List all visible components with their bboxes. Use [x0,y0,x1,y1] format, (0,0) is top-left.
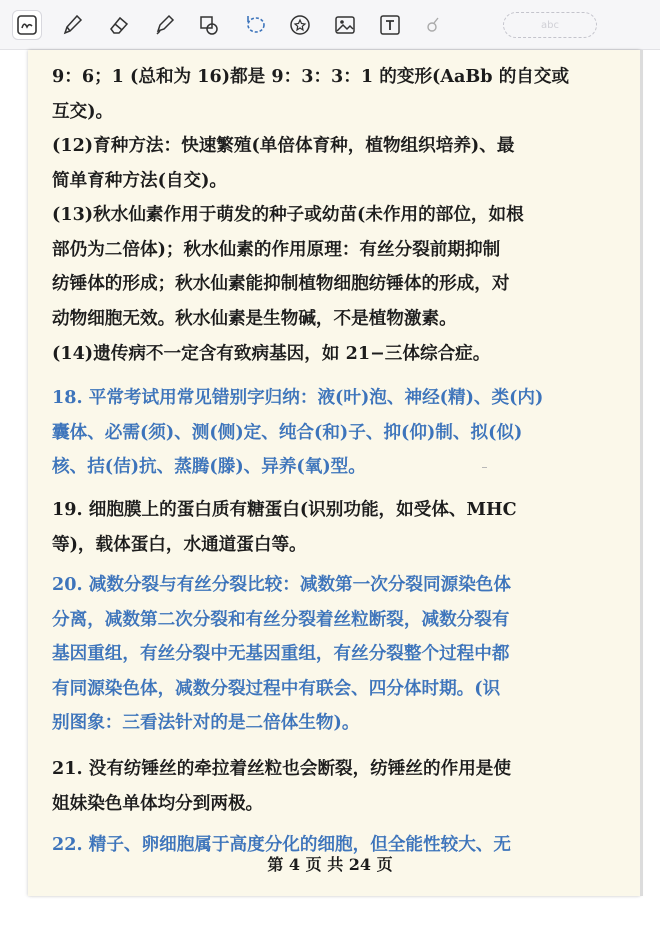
laser-pointer-tool-button[interactable] [418,10,448,40]
annotation-toolbar [0,0,660,50]
paragraph-spindle-fibers [52,752,612,821]
text-line: 18. 平常考试用常见错别字归纳：液(叶)泡、神经(精)、类(内) [52,387,544,408]
paragraph-breeding-methods [52,129,612,198]
text-line: 22. 精子、卵细胞属于高度分化的细胞，但全能性较大、无 [52,834,511,855]
text-line: 简单育种方法(自交)。 [52,169,227,191]
handwriting-input-field[interactable]: abc [503,12,597,38]
text-line: (13)秋水仙素作用于萌发的种子或幼苗(未作用的部位，如根 [52,204,524,225]
text-line: 互交)。 [52,100,114,122]
paragraph-typo-summary [52,381,612,485]
page-speck [482,467,487,468]
pen-icon [60,13,84,37]
image-icon [333,13,357,37]
text-box-icon [378,13,402,37]
text-line: (14)遗传病不一定含有致病基因，如 21−三体综合症。 [52,343,491,364]
lasso-select-tool-button[interactable] [240,10,270,40]
text-line: 基因重组，有丝分裂中无基因重组，有丝分裂整个过程中都 [52,643,510,665]
text-line: 纺锤体的形成；秋水仙素能抑制植物细胞纺锤体的形成，对 [52,273,510,295]
text-line: 9：6；1 (总和为 16)都是 9：3：3：1 的变形(AaBb 的自交或 [52,66,570,87]
laser-pointer-icon [421,13,445,37]
lasso-icon [243,13,267,37]
highlighter-tool-button[interactable] [149,10,179,40]
text-line: 别图象：三看法针对的是二倍体生物)。 [52,712,360,734]
eraser-icon [107,13,131,37]
eraser-tool-button[interactable] [104,10,134,40]
sticker-tool-button[interactable] [285,10,315,40]
text-line: 动物细胞无效。秋水仙素是生物碱，不是植物激素。 [52,307,457,329]
paragraph-membrane-proteins [52,493,612,562]
text-line: 部仍为二倍体)；秋水仙素的作用原理：有丝分裂前期抑制 [52,238,501,260]
shapes-icon [197,13,221,37]
paragraph-genetic-disease [52,337,612,372]
text-line: 等)，载体蛋白，水通道蛋白等。 [52,533,307,555]
image-tool-button[interactable] [330,10,360,40]
text-line: 19. 细胞膜上的蛋白质有糖蛋白(识别功能，如受体、MHC [52,499,517,520]
page-number-footer: 第 4 页 共 24 页 [267,855,393,874]
text-line: 有同源染色体，减数分裂过程中有联会、四分体时期。(识 [52,677,501,699]
text-line: 21. 没有纺锤丝的牵拉着丝粒也会断裂，纺锤丝的作用是使 [52,758,511,779]
text-line: (12)育种方法：快速繁殖(单倍体育种，植物组织培养)、最 [52,135,515,156]
star-sticker-icon [288,13,312,37]
shapes-tool-button[interactable] [194,10,224,40]
page-edge-shadow [640,50,643,896]
text-line: 20. 减数分裂与有丝分裂比较：减数第一次分裂同源染色体 [52,574,511,595]
pen-tool-button[interactable] [57,10,87,40]
highlighter-icon [152,13,176,37]
lasso-text-tool-button[interactable] [12,10,42,40]
text-line: 核、拮(佶)抗、蒸腾(滕)、异养(氧)型。 [52,456,366,478]
text-line: 分离，减数第二次分裂和有丝分裂着丝粒断裂，减数分裂有 [52,608,510,630]
text-line: 姐妹染色单体均分到两极。 [52,792,264,814]
paragraph-colchicine [52,198,612,336]
paragraph-meiosis-mitosis [52,568,612,741]
paragraph-inheritance-ratio [52,60,612,129]
text-box-tool-button[interactable] [375,10,405,40]
text-line: 囊体、必需(须)、测(侧)定、纯合(和)子、抑(仰)制、拟(似) [52,421,523,443]
lasso-text-icon [15,13,39,37]
